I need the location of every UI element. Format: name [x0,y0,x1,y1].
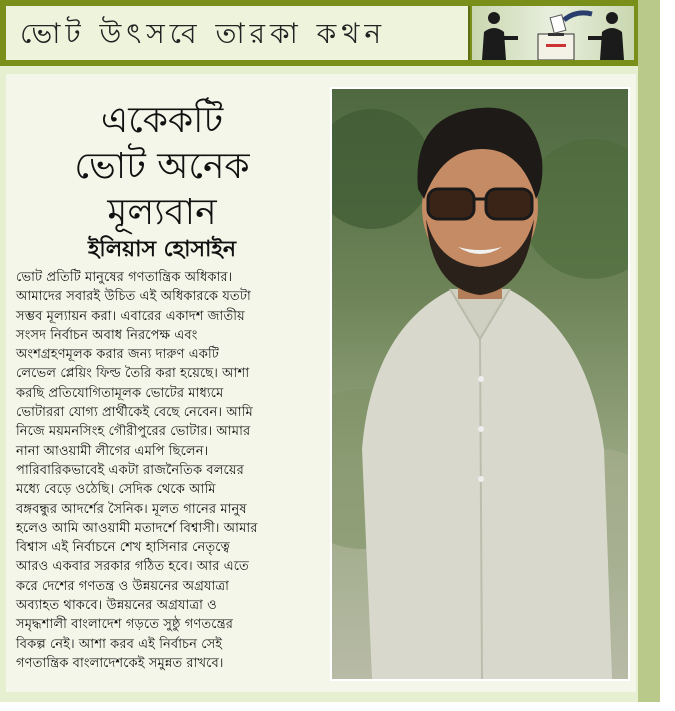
body-line: বিশ্বাস এই নির্বাচনে শেখ হাসিনার নেতৃত্বে [16,540,230,556]
banner-title-box [6,6,470,60]
body-line: করে দেশের গণতন্ত্র ও উন্নয়নের অগ্রযাত্রা [16,578,229,594]
body-line: সমৃদ্ধশালী বাংলাদেশ গড়তে সুষ্ঠু গণতন্ত্রের [16,617,233,633]
headline-line-3: মূল্যবান [107,192,217,233]
body-line: লেভেল প্লেয়িং ফিল্ড তৈরি করা হয়েছে। আশা [16,366,250,382]
body-line: সম্ভব মূল্যায়ন করা। এবারের একাদশ জাতীয় [16,308,245,324]
portrait-illustration [332,89,628,679]
body-line: অব্যাহত থাকবে। উন্নয়নের অগ্রযাত্রা ও [16,598,217,614]
body-line: নানা আওয়ামী লীগের এমপি ছিলেন। [16,443,209,459]
right-color-strip [638,0,660,702]
body-line: পারিবারিকভাবেই একটা রাজনৈতিক বলয়ের [16,462,244,478]
body-line: সংসদ নির্বাচন অবাধ নিরপেক্ষ এবং [16,327,198,343]
banner-title: ভোট উৎসবে তারকা কথন [20,17,387,50]
body-line: বিকল্প নেই। আশা করব এই নির্বাচন সেই [16,636,223,652]
body-line: আরও একবার সরকার গঠিত হবে। আর এতে [16,559,249,575]
body-line: ভোট প্রতিটি মানুষের গণতান্ত্রিক অধিকার। [16,270,233,285]
section-banner [0,0,638,66]
body-line: বঙ্গবন্ধুর আদর্শের সৈনিক। মূলত গানের মানুষ [16,501,247,517]
article-byline: ইলিয়াস হোসাইন [87,237,236,262]
article-headline [6,98,318,236]
body-line: আমাদের সবারই উচিত এই অধিকারকে যতটা [16,289,251,305]
body-line: নিজে ময়মনসিংহ গৌরীপুরের ভোটার। আমার [16,424,251,440]
body-line: অংশগ্রহণমূলক করার জন্য দারুণ একটি [16,347,219,363]
body-line: মধ্যে বেড়ে ওঠেছি। সেদিক থেকে আমি [16,482,216,498]
headline-line-2: ভোট অনেক [74,146,250,187]
ballot-box-illustration-icon [472,6,634,60]
headline-line-1: একেকটি [100,100,224,141]
article-body [16,268,318,673]
body-line: হলেও আমি আওয়ামী মতাদর্শে বিশ্বাসী। আমার [16,520,258,536]
body-line: গণতান্ত্রিক বাংলাদেশকেই সমুন্নত রাখবে। [16,655,224,671]
body-line: ভোটাররা যোগ্য প্রার্থীকেই বেছে নেবেন। আমি [16,405,253,421]
portrait-photo [330,87,630,681]
body-line: করছি প্রতিযোগিতামূলক ভোটের মাধ্যমে [16,385,224,401]
ballot-box-illustration-svg [472,6,634,60]
